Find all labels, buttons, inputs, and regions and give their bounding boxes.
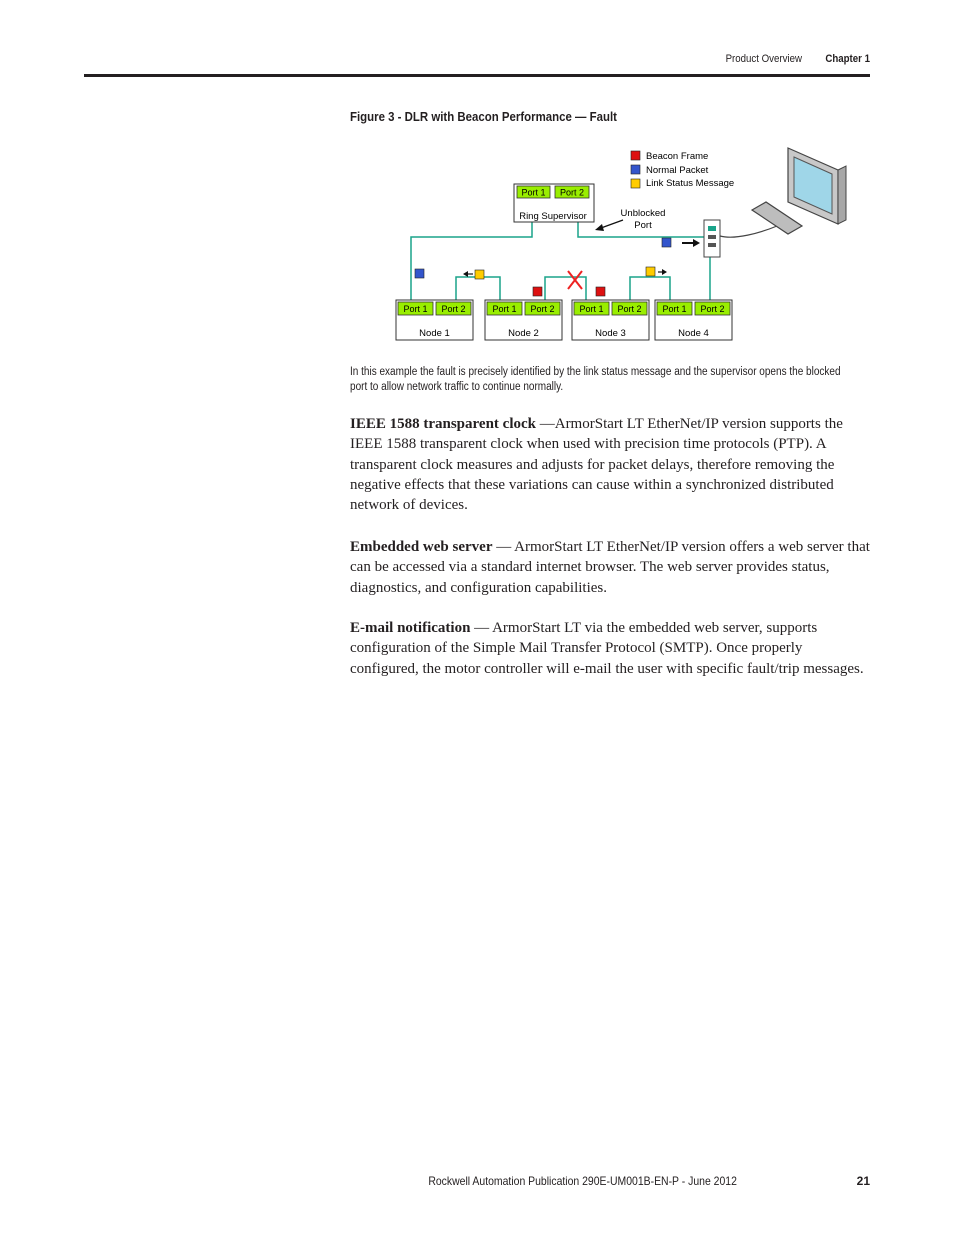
- node-3-port-2-label: Port 2: [617, 304, 642, 314]
- legend-beacon-label: Beacon Frame: [646, 151, 709, 162]
- node-4: [655, 300, 732, 340]
- node-1-port-2-label: Port 2: [441, 304, 466, 314]
- paragraph-ieee-1588-term: IEEE 1588 transparent clock: [350, 416, 536, 432]
- footer-page-number: 21: [856, 1174, 870, 1188]
- figure-title: Figure 3 - DLR with Beacon Performance — Fault: [350, 109, 617, 124]
- normal-packet-switch: [662, 238, 671, 247]
- normal-packet-ring: [415, 269, 424, 278]
- link-status-packet-left: [475, 270, 484, 279]
- supervisor-label: Ring Supervisor: [519, 211, 587, 222]
- paragraph-web-server: [350, 537, 870, 598]
- legend-normal-label: Normal Packet: [646, 165, 709, 176]
- beacon-packet-right: [596, 287, 605, 296]
- paragraph-email: [350, 618, 870, 679]
- ring-supervisor: [514, 184, 594, 222]
- node-3-label: Node 3: [595, 328, 626, 339]
- paragraph-email-term: E-mail notification: [350, 620, 471, 636]
- ring-lines: [411, 222, 710, 302]
- paragraph-ieee-1588-text: —ArmorStart LT EtherNet/IP version supports the IEEE 1588 transparent clock when used with precision time protocols (PTP). A transparent clock measures and adjusts for packet delays, therefore removing the negative effects that these variations can cause within a synchronized distributed network of devices.: [350, 416, 843, 514]
- paragraph-web-server-text: — ArmorStart LT EtherNet/IP version offers a web server that can be accessed via a standard internet browser. The web server provides status, diagnostics, and configuration capabilities.: [350, 539, 870, 596]
- paragraph-web-server-term: Embedded web server: [350, 539, 493, 555]
- node-3-port-1-label: Port 1: [579, 304, 604, 314]
- computer-icon: [752, 148, 846, 234]
- legend: [631, 151, 734, 189]
- unblocked-arrow: [601, 220, 623, 228]
- unblocked-label-line1: Unblocked: [620, 208, 666, 219]
- paragraph-ieee-1588: [350, 414, 870, 515]
- pc-cable: [720, 226, 777, 237]
- link-node2-node3: [545, 277, 586, 302]
- node-2-port-1-label: Port 1: [492, 304, 517, 314]
- link-status-packet-right: [646, 267, 655, 276]
- node-1: [396, 300, 473, 340]
- figure-caption: In this example the fault is precisely identified by the link status message and the supervisor opens the blocked port to allow network traffic to continue normally.: [350, 366, 841, 393]
- node-1-label: Node 1: [419, 328, 450, 339]
- fault-x-icon: [568, 271, 582, 289]
- link-node1-node2: [456, 277, 500, 302]
- unblocked-label-line2: Port: [634, 220, 652, 231]
- supervisor-port-2-label: Port 2: [559, 187, 585, 198]
- node-3: [572, 300, 649, 340]
- node-2-port-2-label: Port 2: [530, 304, 555, 314]
- footer-publication: Rockwell Automation Publication 290E-UM001B-EN-P - June 2012: [428, 1174, 737, 1188]
- header-section-title: Product Overview: [725, 53, 802, 65]
- ring-line-left: [411, 222, 532, 302]
- legend-link-label: Link Status Message: [646, 178, 735, 189]
- node-1-port-1-label: Port 1: [403, 304, 428, 314]
- paragraph-email-text: — ArmorStart LT via the embedded web server, supports configuration of the Simple Mail Transfer Protocol (SMTP). Once properly configured, the motor controller will e-mail the user with specific fault/trip messages.: [350, 620, 864, 677]
- dlr-diagram: [390, 140, 850, 350]
- header-chapter-label: Chapter 1: [825, 53, 870, 65]
- node-4-port-1-label: Port 1: [662, 304, 687, 314]
- node-2-label: Node 2: [508, 328, 539, 339]
- header-rule: [84, 74, 870, 77]
- beacon-packet-left: [533, 287, 542, 296]
- node-2: [485, 300, 562, 340]
- node-4-port-2-label: Port 2: [700, 304, 725, 314]
- node-4-label: Node 4: [678, 328, 709, 339]
- supervisor-port-1-label: Port 1: [521, 187, 546, 198]
- link-node3-node4: [630, 277, 670, 302]
